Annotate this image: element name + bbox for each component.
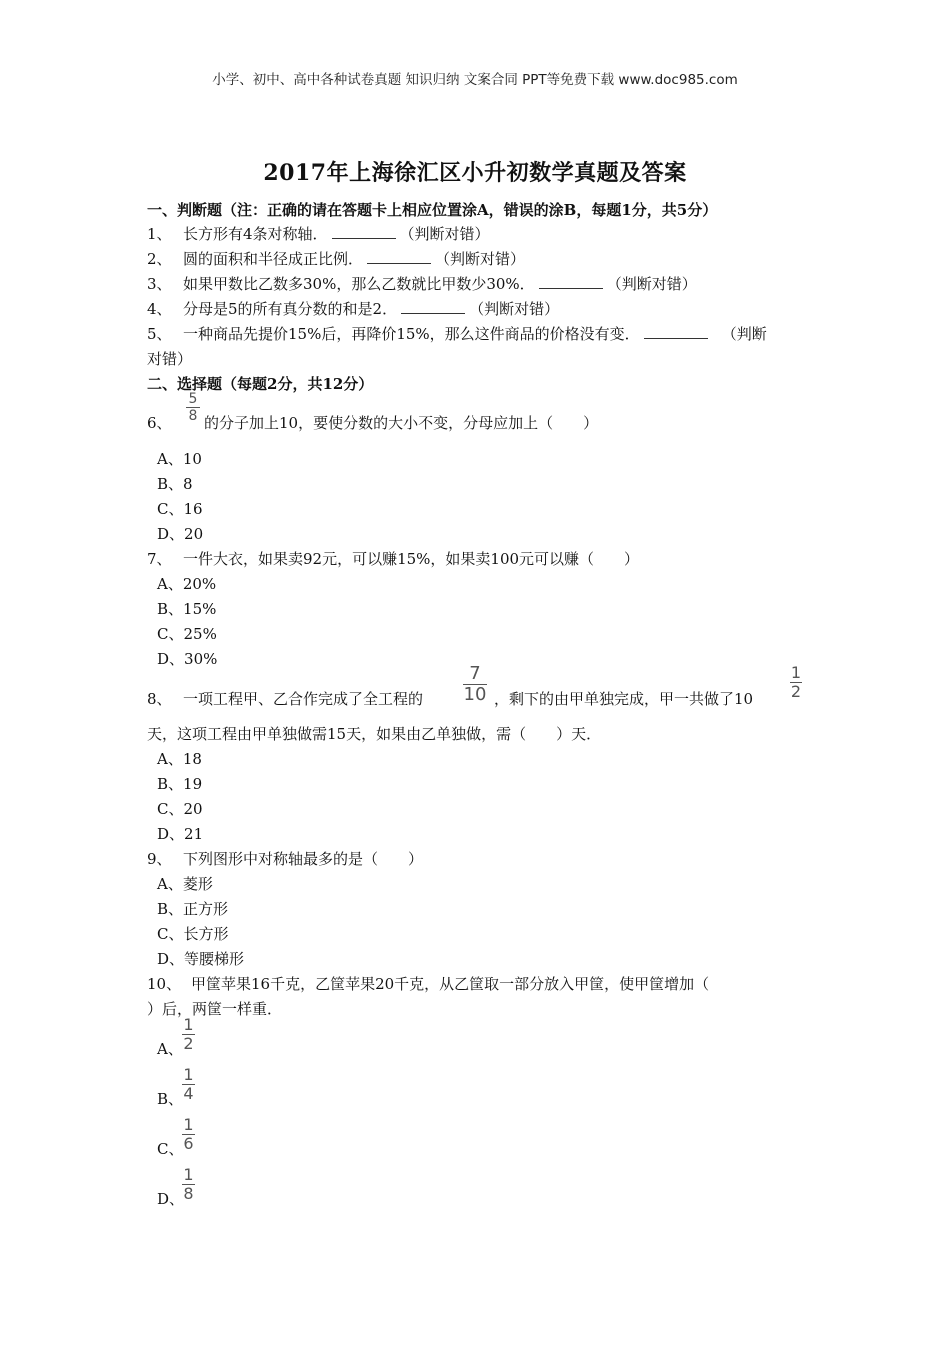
question-1: 1、 长方形有4条对称轴． （判断对错） — [147, 225, 490, 243]
question-7: 7、 一件大衣，如果卖92元，可以赚15%，如果卖100元可以赚（ ） — [147, 550, 640, 568]
q7-option-a: A、20% — [157, 575, 217, 593]
page-title: 2017年上海徐汇区小升初数学真题及答案 — [263, 160, 687, 186]
q10-option-c-fraction: 1 6 — [183, 1115, 194, 1153]
q10-option-d-fraction: 1 8 — [183, 1165, 194, 1203]
fraction-5-8: 5 8 — [186, 392, 200, 423]
q8-option-b: B、19 — [157, 775, 203, 793]
q10-option-c-label: C、 — [157, 1140, 184, 1158]
question-8-mid: ，剩下的由甲单独完成，甲一共做了10 — [494, 690, 754, 708]
fraction-1-2: 1 2 — [790, 663, 802, 701]
question-8-line2: 天，这项工程由甲单独做需15天，如果由乙单独做，需（ ）天． — [147, 725, 602, 743]
question-5-cont: 对错） — [147, 350, 193, 368]
q6-option-d: D、20 — [157, 525, 204, 543]
section2-heading: 二、选择题（每题2分，共12分） — [147, 375, 374, 393]
q10-option-a-fraction: 1 2 — [183, 1015, 194, 1053]
question-5: 5、 一种商品先提价15%后，再降价15%，那么这件商品的价格没有变． （判断 — [147, 325, 767, 343]
q7-option-b: B、15% — [157, 600, 217, 618]
q6-option-b: B、8 — [157, 475, 193, 493]
q10-option-b-label: B、 — [157, 1090, 184, 1108]
q9-option-c: C、长方形 — [157, 925, 229, 943]
question-2: 2、 圆的面积和半径成正比例． （判断对错） — [147, 250, 526, 268]
question-6-text: 的分子加上10，要使分数的大小不变，分母应加上（ ） — [204, 414, 599, 432]
q6-option-a: A、10 — [157, 450, 202, 468]
question-10-line2: ）后，两筐一样重． — [147, 1000, 283, 1018]
q7-option-d: D、30% — [157, 650, 218, 668]
q10-option-a-label: A、 — [157, 1040, 183, 1058]
site-header: 小学、初中、高中各种试卷真题 知识归纳 文案合同 PPT等免费下载 www.doc985.com — [212, 72, 738, 88]
q10-option-b-fraction: 1 4 — [183, 1065, 194, 1103]
answer-blank — [539, 276, 603, 289]
answer-blank — [644, 326, 708, 339]
q9-option-b: B、正方形 — [157, 900, 229, 918]
answer-blank — [367, 251, 431, 264]
answer-blank — [332, 226, 396, 239]
section1-heading: 一、判断题（注：正确的请在答题卡上相应位置涂A，错误的涂B，每题1分，共5分） — [147, 201, 718, 219]
question-6-num: 6、 — [147, 414, 172, 432]
q6-option-c: C、16 — [157, 500, 203, 518]
q9-option-a: A、菱形 — [157, 875, 213, 893]
q8-option-d: D、21 — [157, 825, 204, 843]
q10-option-d-label: D、 — [157, 1190, 185, 1208]
q7-option-c: C、25% — [157, 625, 217, 643]
question-10-line1: 10、 甲筐苹果16千克，乙筐苹果20千克，从乙筐取一部分放入甲筐，使甲筐增加（ — [147, 975, 710, 993]
question-4: 4、 分母是5的所有真分数的和是2． （判断对错） — [147, 300, 560, 318]
question-3: 3、 如果甲数比乙数多30%，那么乙数就比甲数少30%． （判断对错） — [147, 275, 697, 293]
fraction-7-10: 7 10 — [463, 663, 487, 705]
question-8-line1: 8、 一项工程甲、乙合作完成了全工程的 — [147, 690, 424, 708]
answer-blank — [401, 301, 465, 314]
q8-option-a: A、18 — [157, 750, 202, 768]
question-9: 9、 下列图形中对称轴最多的是（ ） — [147, 850, 424, 868]
q9-option-d: D、等腰梯形 — [157, 950, 245, 968]
q8-option-c: C、20 — [157, 800, 203, 818]
